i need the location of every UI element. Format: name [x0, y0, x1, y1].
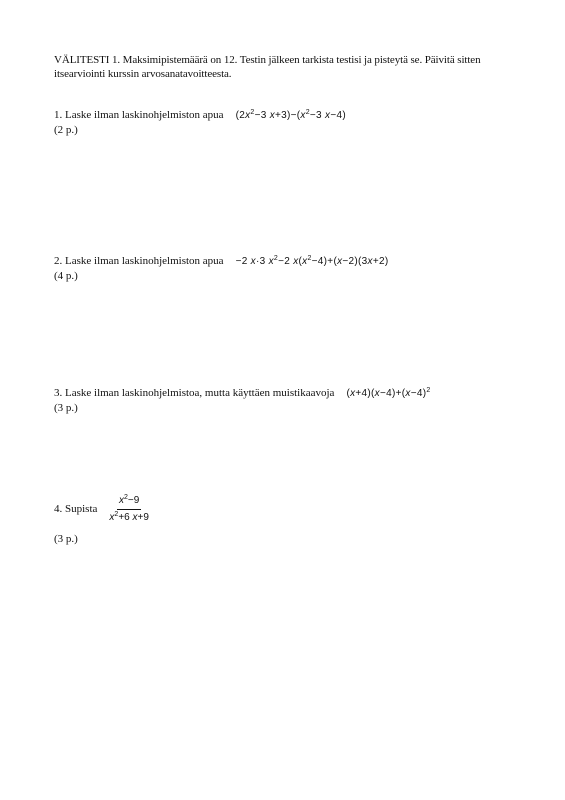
math-part: −2	[235, 256, 248, 267]
task-3	[54, 386, 431, 415]
math-part: (2	[235, 110, 246, 121]
task-1	[54, 108, 346, 137]
math-part: +6	[118, 512, 130, 523]
fraction-numerator	[117, 494, 141, 510]
math-variable: x	[337, 256, 343, 267]
math-part: +2)	[372, 256, 389, 267]
math-variable: x	[268, 256, 274, 267]
math-variable: x	[245, 110, 251, 121]
math-part: −4)	[410, 388, 427, 399]
math-exponent: 2	[250, 109, 255, 116]
task-4-line	[54, 493, 151, 524]
math-variable: x	[293, 256, 299, 267]
math-part: −2	[278, 256, 291, 267]
math-part: (	[346, 388, 351, 399]
task-2-expression	[236, 255, 389, 269]
math-exponent: 2	[426, 387, 431, 394]
math-part: ·3	[255, 256, 266, 267]
math-exponent: 2	[124, 494, 128, 501]
math-exponent: 2	[305, 109, 310, 116]
intro-text: VÄLITESTI 1. Maksimipistemäärä on 12. Testin jälkeen tarkista testisi ja pisteytä se. Päivitä sitten itsearviointi kurssin arvosanatavoitteesta.	[54, 54, 481, 80]
task-3-expression	[346, 387, 430, 401]
task-2-line	[54, 254, 388, 269]
math-variable: x	[367, 256, 373, 267]
task-4-fraction	[107, 494, 151, 525]
math-part: −4)	[330, 110, 346, 121]
math-part: −4)+(	[311, 256, 338, 267]
math-variable: x	[302, 256, 308, 267]
math-variable: x	[250, 256, 256, 267]
math-part: −4)+(	[379, 388, 406, 399]
math-part: −2)(3	[342, 256, 368, 267]
task-3-line	[54, 386, 431, 401]
math-exponent: 2	[307, 255, 312, 262]
math-variable: x	[350, 388, 356, 399]
math-part: (	[298, 256, 303, 267]
math-part: +9	[137, 512, 149, 523]
math-variable: x	[300, 110, 306, 121]
math-part: −3	[254, 110, 267, 121]
task-2	[54, 254, 388, 283]
math-exponent: 2	[273, 255, 279, 262]
math-exponent: 2	[114, 511, 119, 518]
math-variable: x	[374, 388, 380, 399]
task-1-points: (2 p.)	[54, 124, 78, 136]
task-2-prompt: 2. Laske ilman laskinohjelmiston apua	[54, 255, 224, 267]
task-4-points: (3 p.)	[54, 533, 78, 545]
math-variable: x	[325, 110, 331, 121]
math-variable: x	[109, 512, 115, 523]
task-1-line	[54, 108, 346, 123]
task-4	[54, 493, 151, 546]
task-1-prompt: 1. Laske ilman laskinohjelmiston apua	[54, 109, 224, 121]
task-3-prompt: 3. Laske ilman laskinohjelmistoa, mutta käyttäen muistikaavoja	[54, 387, 335, 399]
task-2-points: (4 p.)	[54, 270, 78, 282]
math-variable: x	[132, 512, 138, 523]
task-4-prompt: 4. Supista	[54, 502, 98, 515]
math-variable: x	[119, 495, 124, 506]
math-part: +4)(	[355, 388, 375, 399]
math-part: +3)−(	[275, 110, 301, 121]
math-part: −3	[309, 110, 322, 121]
math-part: −9	[127, 495, 140, 506]
fraction-denominator	[107, 510, 151, 525]
task-3-points: (3 p.)	[54, 402, 78, 414]
math-variable: x	[269, 110, 275, 121]
math-variable: x	[405, 388, 411, 399]
task-1-expression	[236, 109, 346, 123]
